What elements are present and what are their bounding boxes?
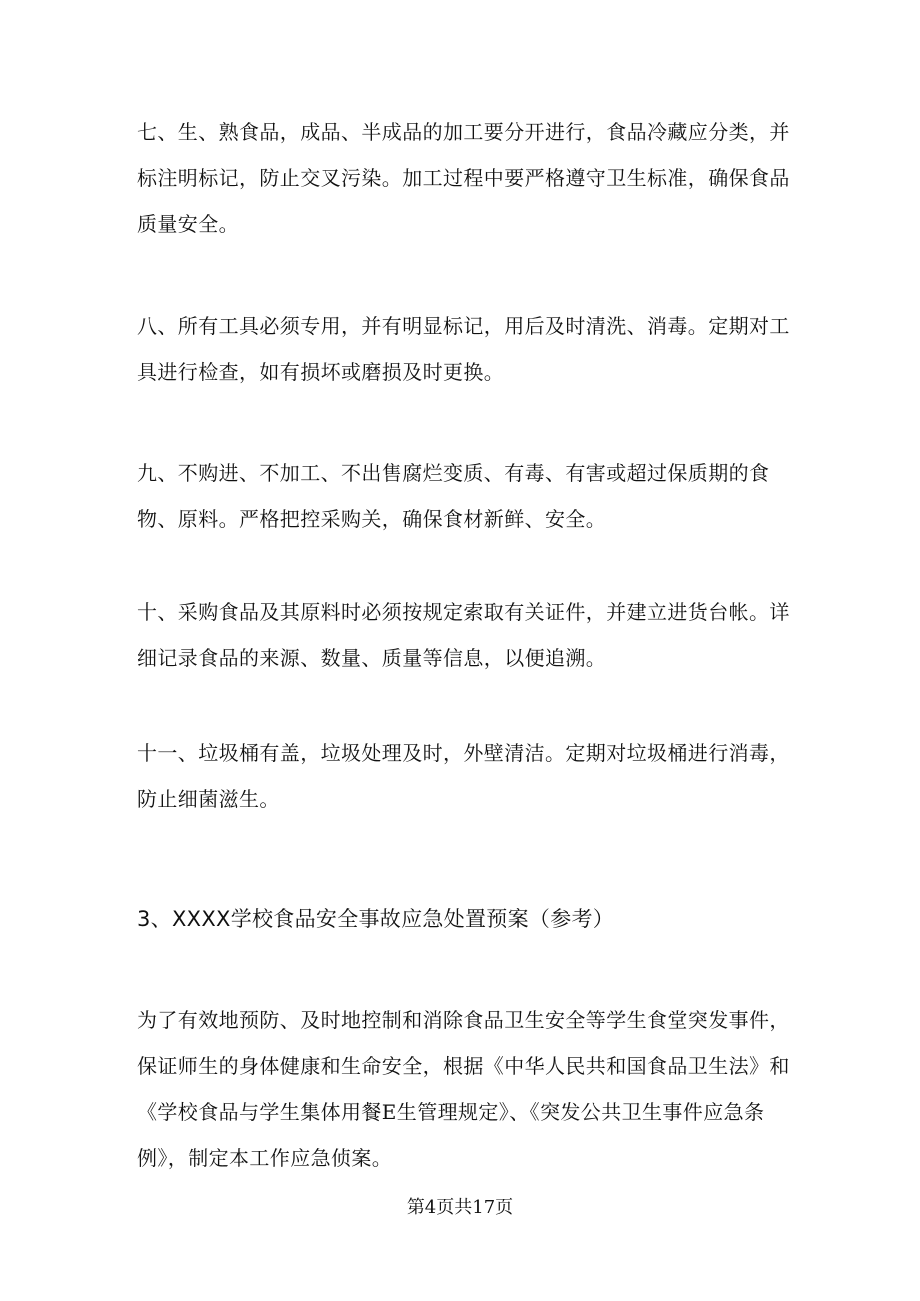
paragraph-9: 九、不购进、不加工、不出售腐烂变质、有毒、有害或超过保质期的食物、原料。严格把控采购关，确保食材新鲜、安全。 xyxy=(137,461,770,531)
paragraph-10: 十、采购食品及其原料时必须按规定索取有关证件，并建立进货台帐。详细记录食品的来源、数量、质量等信息，以便追溯。 xyxy=(137,600,790,670)
paragraph-11: 十一、垃圾桶有盖，垃圾处理及时，外壁清洁。定期对垃圾桶进行消毒，防止细菌滋生。 xyxy=(137,741,790,811)
section-intro-paragraph: 为了有效地预防、及时地控制和消除食品卫生安全等学生食堂突发事件，保证师生的身体健康和生命安全，根据《中华人民共和国食品卫生法》和《学校食品与学生集体用餐E生管理规定》、《突发公共卫生事件应急条例》，制定本工作应急侦案。 xyxy=(137,1008,790,1170)
paragraph-8: 八、所有工具必须专用，并有明显标记，用后及时清洗、消毒。定期对工具进行检查，如有损坏或磨损及时更换。 xyxy=(137,314,790,384)
section-heading: 3、XXXX学校食品安全事故应急处置预案（参考） xyxy=(137,907,615,931)
page-number-footer: 第4页共17页 xyxy=(406,1197,514,1218)
paragraph-7: 七、生、熟食品，成品、半成品的加工要分开进行，食品冷藏应分类，并标注明标记，防止交叉污染。加工过程中要严格遵守卫生标准，确保食品质量安全。 xyxy=(137,120,790,236)
